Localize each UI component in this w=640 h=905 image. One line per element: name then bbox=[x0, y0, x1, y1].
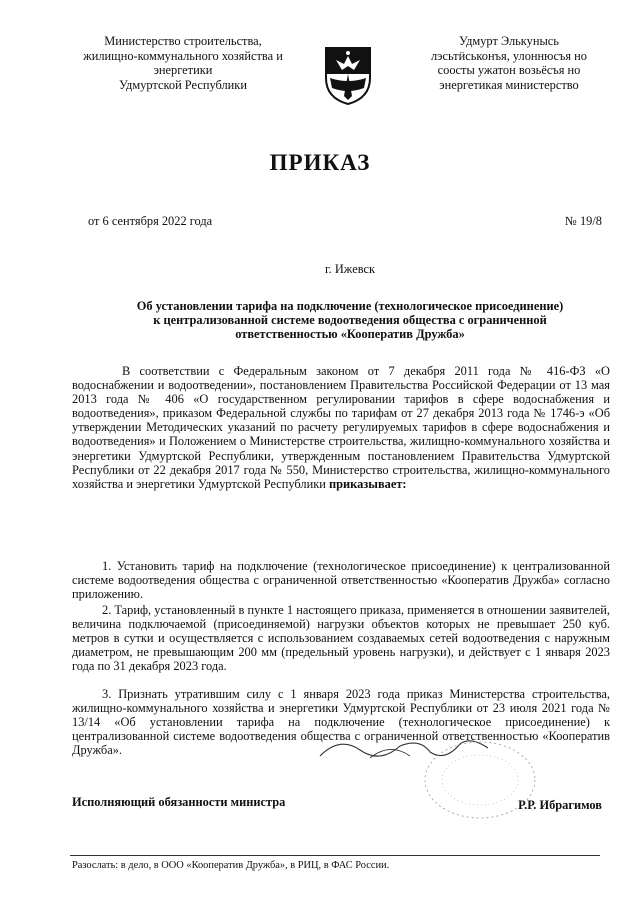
signer-name: Р.Р. Ибрагимов bbox=[518, 798, 602, 812]
footer-divider bbox=[70, 855, 600, 856]
header-left-line: жилищно-коммунального хозяйства и bbox=[83, 48, 283, 63]
header-right-line: Удмурт Элькунысь bbox=[459, 34, 559, 48]
order-item-1: 1. Установить тариф на подключение (технологическое присоединение) к централизованной системе водоотведения общества с ограниченной ответственностью «Кооператив Дружба» согласно приложению. bbox=[72, 559, 610, 602]
subject-line: Об установлении тарифа на подключение (технологическое присоединение) bbox=[136, 299, 564, 313]
signer-position: Исполняющий обязанности министра bbox=[72, 795, 286, 809]
header-right-line: лэсьтӥськонъя, улоннюсъя но bbox=[431, 48, 587, 63]
header-left-line: Удмуртской Республики bbox=[119, 77, 247, 92]
header-left-line: энергетики bbox=[153, 63, 213, 77]
document-subject bbox=[80, 299, 620, 341]
document-title: ПРИКАЗ bbox=[269, 150, 371, 175]
ministry-name-udmurt bbox=[395, 34, 623, 92]
udmurt-coat-of-arms-icon bbox=[322, 44, 374, 106]
document-number: № 19/8 bbox=[565, 214, 602, 228]
header-left-line: Министерство строительства, bbox=[104, 34, 262, 48]
preamble-paragraph bbox=[72, 364, 610, 491]
document-date: от 6 сентября 2022 года bbox=[88, 214, 213, 228]
official-stamp bbox=[380, 735, 540, 825]
subject-line: к централизованной системе водоотведения общества с ограниченной bbox=[153, 313, 547, 327]
header-right-line: энергетикая министерство bbox=[439, 77, 579, 92]
header-right-line: сооcты ужатон возьёсъя но bbox=[437, 63, 581, 77]
document-city: г. Ижевск bbox=[324, 262, 376, 276]
distribution-list: Разослать: в дело, в ООО «Кооператив Дружба», в РИЦ, в ФАС России. bbox=[72, 860, 390, 871]
ministry-name-russian bbox=[58, 34, 308, 92]
order-item-3: 3. Признать утратившим силу с 1 января 2023 года приказ Министерства строительства, жилищно-коммунального хозяйства и энергетики Удмуртской Республики от 23 июля 2021 года № 13/14 «Об установлении тарифа на подключение (технологическое присоединение) к централизованной системе водоотведения общества с ограниченной ответственностью «Кооператив Дружба». bbox=[72, 687, 610, 758]
preamble-text: В соответствии с Федеральным законом от 7 декабря 2011 года № 416-ФЗ «О водоснабжении и водоотведении», постановлением Правительства Российской Федерации от 13 мая 2013 года № 406 «О государственном регулировании тарифов в сфере водоснабжения и водоотведения», приказом Федеральной службы по тарифам от 27 декабря 2013 года № 1746-э «Об утверждении Методических указаний по расчету регулируемых тарифов в сфере водоснабжения и водоотведения» и Положением о Министерстве строительства, жилищно-коммунального хозяйства и энергетики Удмуртской Республики, утвержденным постановлением Правительства Удмуртской Республики от 22 декабря 2017 года № 550, Министерство строительства, жилищно-коммунального хозяйства и энергетики Удмуртской Республики bbox=[72, 364, 610, 491]
order-item-2: 2. Тариф, установленный в пункте 1 настоящего приказа, применяется в отношении заявителей, величина подключаемой (присоединяемой) нагрузки объектов которых не превышает 250 куб. метров в сутки и осуществляется с использованием создаваемых сетей водоотведения с наружным диаметром, не превышающим 200 мм (предельный уровень нагрузки), и действует с 1 января 2023 года по 31 декабря 2023 года. bbox=[72, 603, 610, 674]
subject-line: ответственностью «Кооператив Дружба» bbox=[235, 327, 465, 341]
orders-word: приказывает: bbox=[328, 476, 407, 491]
